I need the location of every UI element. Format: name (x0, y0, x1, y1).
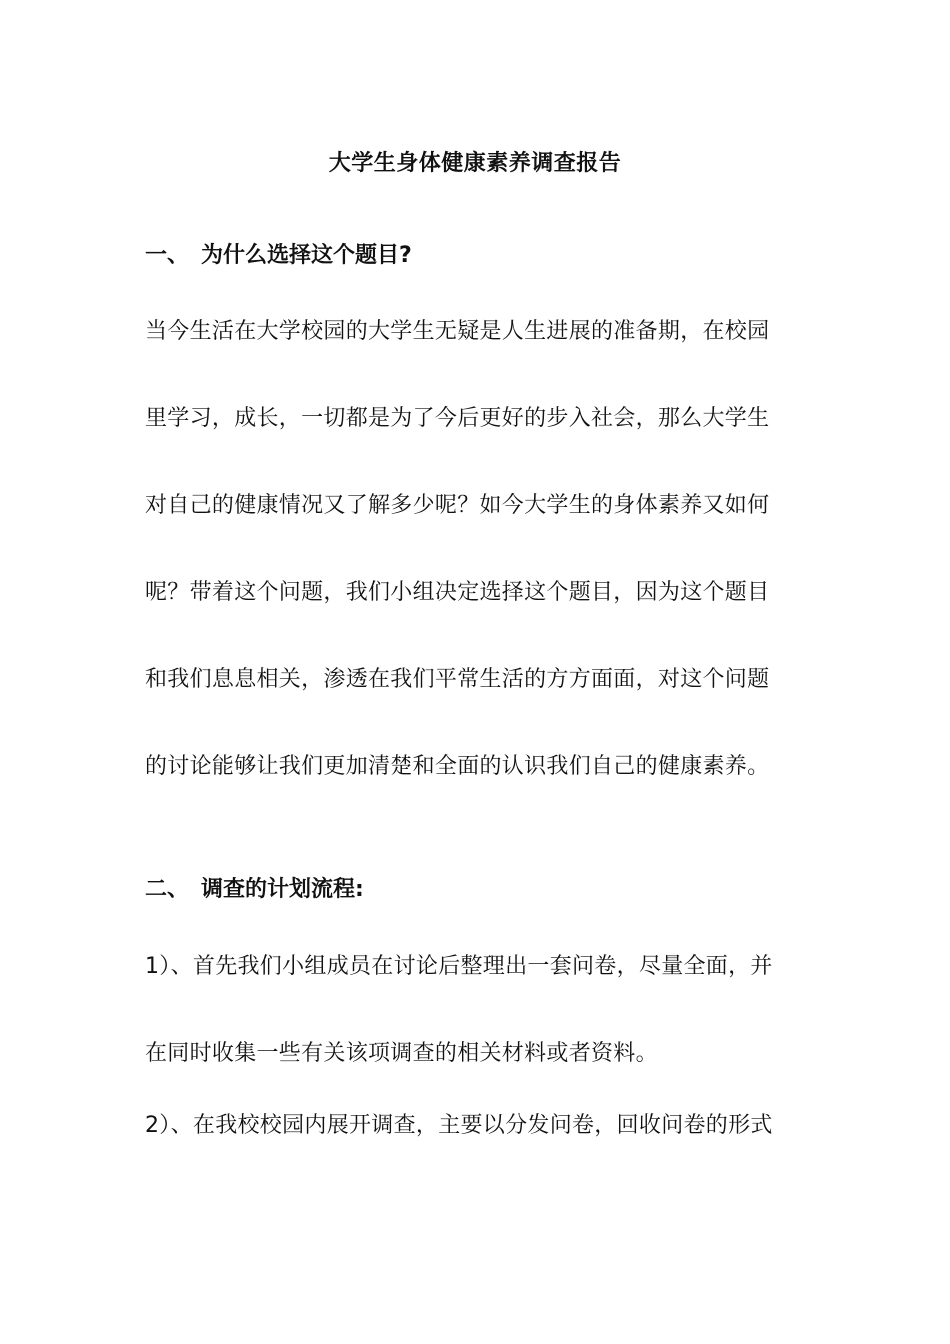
section-2-title: 调查的计划流程: (201, 877, 364, 902)
section-2-number: 二、 (145, 877, 190, 902)
paragraph-line: 里学习，成长，一切都是为了今后更好的步入社会，那么大学生 (145, 406, 770, 431)
section-1-title: 为什么选择这个题目? (201, 243, 412, 268)
list-item-line: 1）、首先我们小组成员在讨论后整理出一套问卷，尽量全面，并 (145, 954, 773, 979)
paragraph-line: 当今生活在大学校园的大学生无疑是人生进展的准备期，在校园 (145, 319, 770, 344)
section-1-number: 一、 (145, 243, 190, 268)
list-item-line: 在同时收集一些有关该项调查的相关材料或者资料。 (145, 1041, 658, 1066)
paragraph-line: 的讨论能够让我们更加清楚和全面的认识我们自己的健康素养。 (145, 754, 770, 779)
section-1-heading (145, 238, 412, 269)
section-2-heading (145, 872, 364, 903)
document-title: 大学生身体健康素养调查报告 (328, 151, 622, 176)
paragraph-line: 呢？带着这个问题，我们小组决定选择这个题目，因为这个题目 (145, 580, 770, 605)
paragraph-line: 和我们息息相关，渗透在我们平常生活的方方面面，对这个问题 (145, 667, 770, 692)
paragraph-line: 对自己的健康情况又了解多少呢？如今大学生的身体素养又如何 (145, 493, 770, 518)
list-item-line: 2）、在我校校园内展开调查，主要以分发问卷，回收问卷的形式 (145, 1113, 773, 1138)
